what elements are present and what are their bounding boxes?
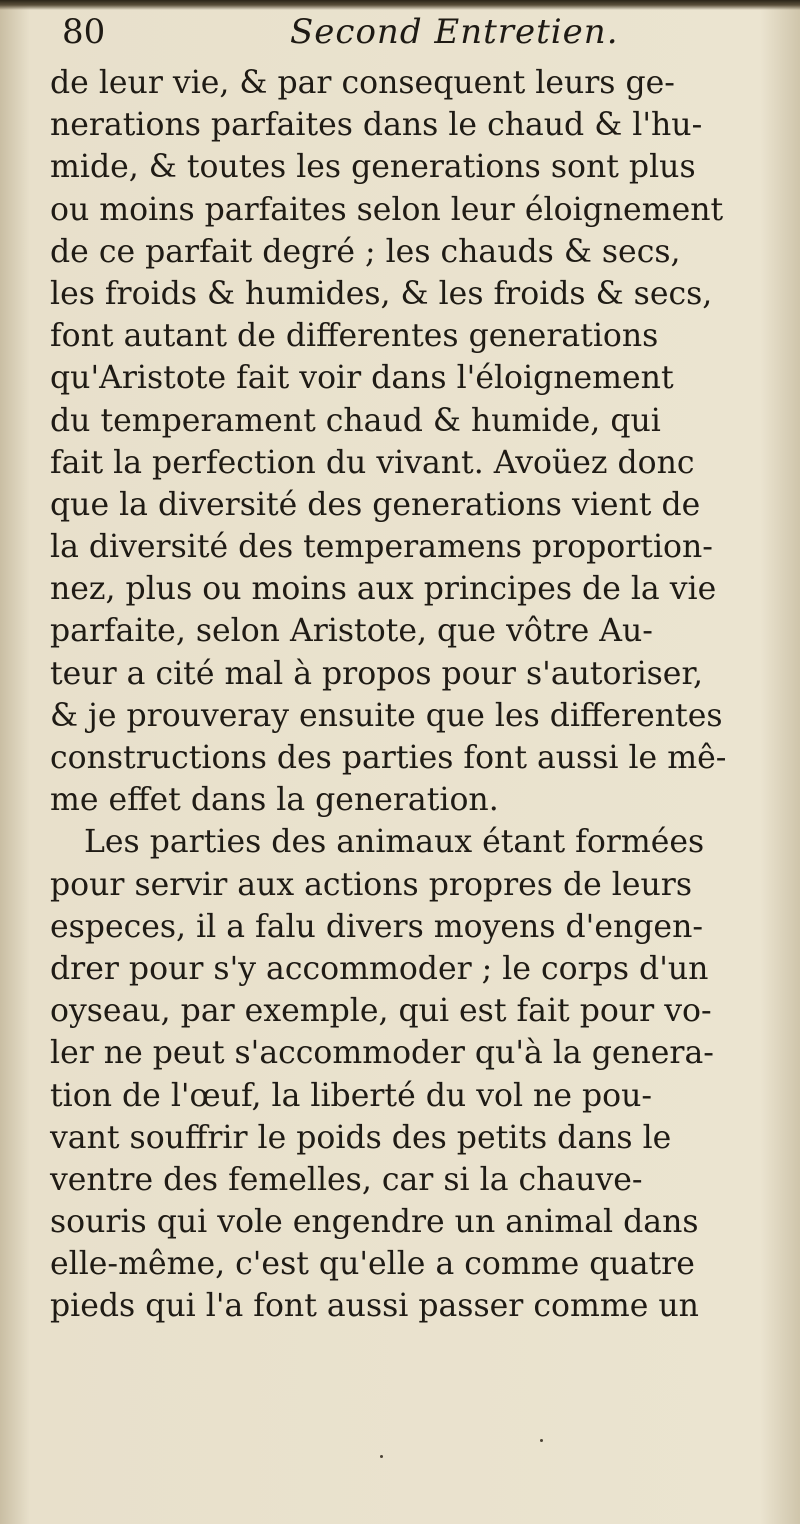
text-line: elle-même, c'est qu'elle a comme quatre	[50, 1246, 695, 1283]
running-head	[58, 12, 758, 56]
text-line: de ce parfait degré ; les chauds & secs,	[50, 233, 681, 270]
text-line: nerations parfaites dans le chaud & l'hu-	[50, 107, 703, 144]
text-line: me effet dans la generation.	[50, 782, 499, 819]
text-line: que la diversité des generations vient de	[50, 486, 701, 523]
text-line: ventre des femelles, car si la chauve-	[50, 1161, 643, 1198]
page-top-shadow	[0, 0, 800, 10]
paper-specks	[380, 1435, 580, 1475]
text-line: pieds qui l'a font aussi passer comme un	[50, 1288, 699, 1325]
text-line: parfaite, selon Aristote, que vôtre Au-	[50, 613, 653, 650]
running-title: Second Entretien.	[290, 12, 619, 52]
text-line: qu'Aristote fait voir dans l'éloignement	[50, 360, 674, 397]
text-line: ler ne peut s'accommoder qu'à la genera-	[50, 1035, 714, 1072]
text-line: pour servir aux actions propres de leurs	[50, 866, 692, 903]
text-line: mide, & toutes les generations sont plus	[50, 149, 696, 186]
text-line: du temperament chaud & humide, qui	[50, 402, 661, 439]
text-line: oyseau, par exemple, qui est fait pour vo-	[50, 993, 712, 1030]
text-line: drer pour s'y accommoder ; le corps d'un	[50, 950, 709, 987]
text-line: font autant de differentes generations	[50, 318, 659, 355]
body-text	[50, 62, 764, 1328]
text-line: fait la perfection du vivant. Avoüez donc	[50, 444, 695, 481]
text-line: de leur vie, & par consequent leurs ge-	[50, 65, 675, 101]
text-line: souris qui vole engendre un animal dans	[50, 1204, 699, 1241]
text-line: la diversité des temperamens proportion-	[50, 529, 713, 566]
page-number: 80	[62, 12, 106, 52]
text-line: nez, plus ou moins aux principes de la vie	[50, 571, 717, 608]
paper-speck	[540, 1439, 543, 1442]
text-line: tion de l'œuf, la liberté du vol ne pou-	[50, 1077, 653, 1114]
paper-speck	[380, 1455, 383, 1458]
text-line: & je prouveray ensuite que les differentes	[50, 697, 723, 734]
text-line: vant souffrir le poids des petits dans le	[50, 1119, 672, 1156]
text-line: Les parties des animaux étant formées	[84, 824, 705, 861]
text-line: les froids & humides, & les froids & secs,	[50, 275, 713, 312]
text-line: teur a cité mal à propos pour s'autoriser,	[50, 655, 704, 692]
text-line: especes, il a falu divers moyens d'engen-	[50, 908, 703, 945]
text-line: ou moins parfaites selon leur éloignement	[50, 191, 724, 228]
text-line: constructions des parties font aussi le mê-	[50, 740, 727, 776]
